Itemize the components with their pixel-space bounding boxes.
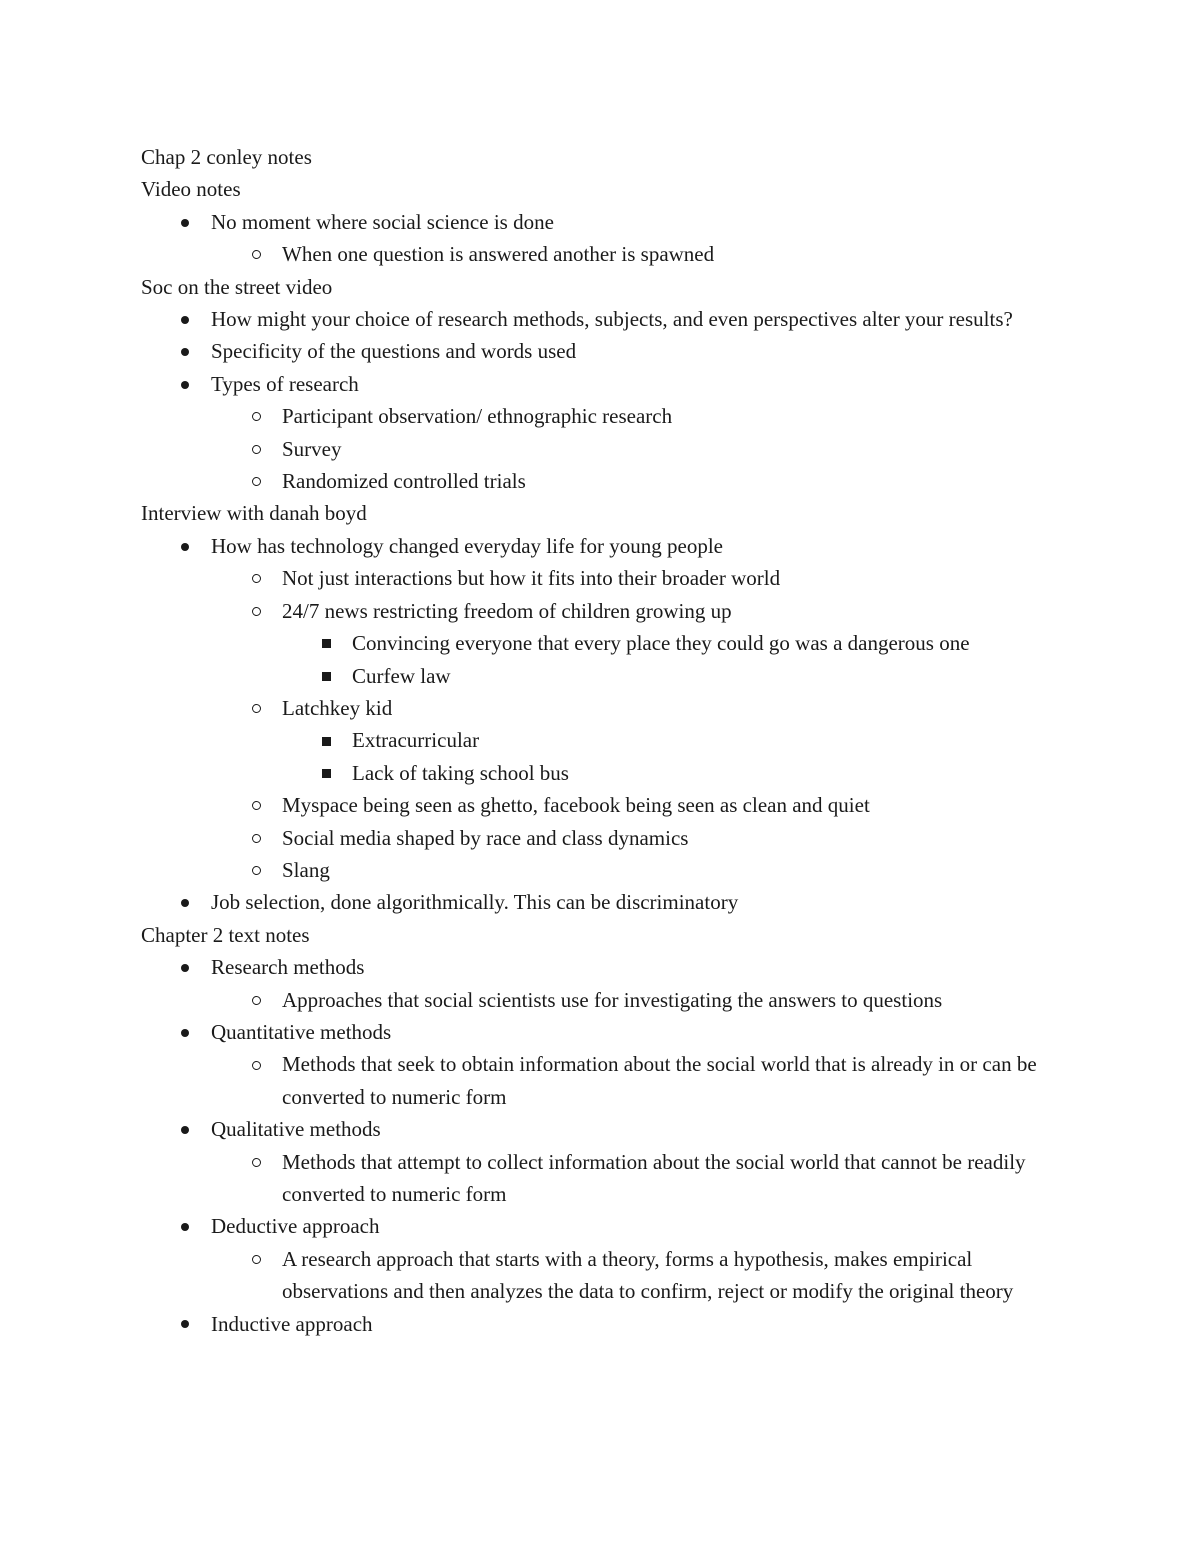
section-heading bbox=[141, 497, 1061, 529]
list-item-text: Curfew law bbox=[352, 663, 451, 688]
heading-text: Video notes bbox=[141, 177, 241, 202]
list-item-text: Myspace being seen as ghetto, facebook being seen as clean and quiet bbox=[282, 793, 870, 818]
list-item-text: Quantitative methods bbox=[211, 1019, 392, 1044]
list-item-text: Survey bbox=[282, 436, 342, 461]
list-item-text: Lack of taking school bus bbox=[352, 760, 569, 785]
bullet-disc-icon bbox=[175, 1016, 195, 1048]
heading-text: Interview with danah boyd bbox=[141, 501, 367, 526]
bullet-square-icon bbox=[316, 757, 336, 789]
bullet-circle-icon bbox=[246, 465, 266, 497]
list-item-text: Social media shaped by race and class dynamics bbox=[282, 825, 689, 850]
list-item bbox=[141, 400, 1061, 432]
document-body bbox=[141, 141, 1061, 1340]
list-item bbox=[141, 562, 1061, 594]
list-item bbox=[141, 1048, 1061, 1113]
bullet-disc-icon bbox=[175, 530, 195, 562]
list-item-text: Types of research bbox=[211, 371, 359, 396]
bullet-circle-icon bbox=[246, 692, 266, 724]
bullet-disc-icon bbox=[175, 1308, 195, 1340]
list-item bbox=[141, 854, 1061, 886]
section-heading bbox=[141, 271, 1061, 303]
bullet-circle-icon bbox=[246, 562, 266, 594]
bullet-disc-icon bbox=[175, 1210, 195, 1242]
heading-text: Chap 2 conley notes bbox=[141, 145, 312, 169]
bullet-circle-icon bbox=[246, 789, 266, 821]
list-item bbox=[141, 984, 1061, 1016]
bullet-circle-icon bbox=[246, 400, 266, 432]
list-item-text: Methods that attempt to collect information about the social world that cannot be readily converted to numeric form bbox=[282, 1149, 1031, 1206]
list-item-text: Latchkey kid bbox=[282, 695, 393, 720]
list-item bbox=[141, 789, 1061, 821]
bullet-disc-icon bbox=[175, 1113, 195, 1145]
list-item bbox=[141, 627, 1061, 659]
bullet-circle-icon bbox=[246, 595, 266, 627]
list-item bbox=[141, 335, 1061, 367]
list-item-text: Qualitative methods bbox=[211, 1117, 381, 1142]
list-item-text: Convincing everyone that every place they could go was a dangerous one bbox=[352, 631, 970, 656]
list-item bbox=[141, 886, 1061, 918]
list-item-text: Research methods bbox=[211, 955, 365, 980]
bullet-circle-icon bbox=[246, 1048, 266, 1080]
list-item-text: Extracurricular bbox=[352, 728, 480, 753]
list-item bbox=[141, 530, 1061, 562]
list-item-text: Job selection, done algorithmically. This can be discriminatory bbox=[211, 890, 739, 915]
list-item bbox=[141, 433, 1061, 465]
heading-text: Soc on the street video bbox=[141, 274, 333, 299]
list-item-text: When one question is answered another is spawned bbox=[282, 242, 715, 267]
list-item-text: How might your choice of research methods, subjects, and even perspectives alter your results? bbox=[211, 307, 1013, 332]
list-item bbox=[141, 1113, 1061, 1145]
list-item-text: 24/7 news restricting freedom of children growing up bbox=[282, 598, 732, 623]
list-item-text: Not just interactions but how it fits into their broader world bbox=[282, 566, 781, 591]
list-item bbox=[141, 595, 1061, 627]
list-item-text: Participant observation/ ethnographic research bbox=[282, 404, 673, 429]
bullet-circle-icon bbox=[246, 854, 266, 886]
list-item bbox=[141, 692, 1061, 724]
list-item-text: No moment where social science is done bbox=[211, 209, 554, 234]
list-item-text: Specificity of the questions and words used bbox=[211, 339, 577, 364]
bullet-disc-icon bbox=[175, 886, 195, 918]
list-item bbox=[141, 368, 1061, 400]
list-item bbox=[141, 465, 1061, 497]
bullet-square-icon bbox=[316, 627, 336, 659]
bullet-disc-icon bbox=[175, 335, 195, 367]
list-item bbox=[141, 724, 1061, 756]
list-item bbox=[141, 1243, 1061, 1308]
list-item bbox=[141, 303, 1061, 335]
list-item bbox=[141, 1308, 1061, 1340]
bullet-disc-icon bbox=[175, 303, 195, 335]
list-item-text: Deductive approach bbox=[211, 1214, 380, 1239]
bullet-square-icon bbox=[316, 660, 336, 692]
list-item bbox=[141, 238, 1061, 270]
section-heading bbox=[141, 173, 1061, 205]
section-heading bbox=[141, 919, 1061, 951]
bullet-circle-icon bbox=[246, 238, 266, 270]
bullet-circle-icon bbox=[246, 1146, 266, 1178]
list-item bbox=[141, 951, 1061, 983]
list-item bbox=[141, 822, 1061, 854]
list-item-text: Inductive approach bbox=[211, 1311, 373, 1336]
list-item bbox=[141, 1210, 1061, 1242]
bullet-disc-icon bbox=[175, 951, 195, 983]
list-item bbox=[141, 1146, 1061, 1211]
list-item-text: Randomized controlled trials bbox=[282, 469, 526, 494]
bullet-disc-icon bbox=[175, 206, 195, 238]
bullet-circle-icon bbox=[246, 822, 266, 854]
heading-text: Chapter 2 text notes bbox=[141, 922, 310, 947]
list-item bbox=[141, 206, 1061, 238]
list-item-text: Methods that seek to obtain information about the social world that is already in or can be converted to numeric form bbox=[282, 1052, 1042, 1109]
list-item-text: Approaches that social scientists use for investigating the answers to questions bbox=[282, 987, 943, 1012]
bullet-square-icon bbox=[316, 724, 336, 756]
list-item-text: Slang bbox=[282, 857, 330, 882]
bullet-disc-icon bbox=[175, 368, 195, 400]
list-item bbox=[141, 757, 1061, 789]
list-item-text: A research approach that starts with a theory, forms a hypothesis, makes empirical observations and then analyzes the data to confirm, reject or modify the original theory bbox=[282, 1246, 1014, 1304]
bullet-circle-icon bbox=[246, 433, 266, 465]
bullet-circle-icon bbox=[246, 984, 266, 1016]
list-item bbox=[141, 1016, 1061, 1048]
list-item-text: How has technology changed everyday life for young people bbox=[211, 533, 723, 558]
list-item bbox=[141, 660, 1061, 692]
bullet-circle-icon bbox=[246, 1243, 266, 1275]
section-heading bbox=[141, 141, 1061, 173]
